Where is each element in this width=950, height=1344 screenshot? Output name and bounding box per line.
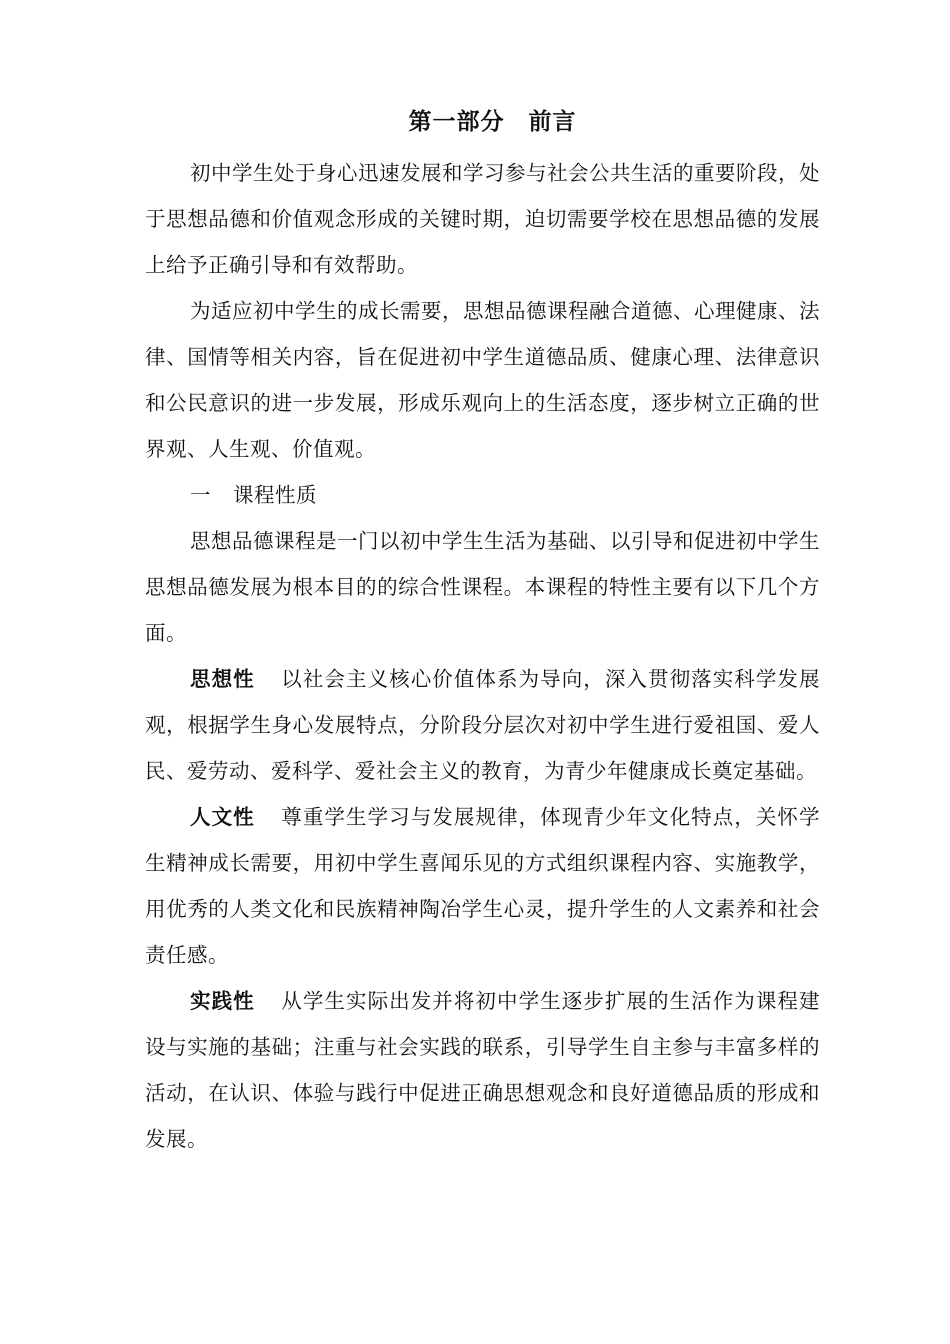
trait-paragraph-practical — [145, 978, 820, 1162]
trait-text: 以社会主义核心价值体系为导向，深入贯彻落实科学发展观，根据学生身心发展特点，分阶段分层次对初中学生进行爱祖国、爱人民、爱劳动、爱科学、爱社会主义的教育，为青少年健康成长奠定基础。 — [145, 667, 821, 783]
intro-paragraph-1: 初中学生处于身心迅速发展和学习参与社会公共生活的重要阶段，处于思想品德和价值观念形成的关键时期，迫切需要学校在思想品德的发展上给予正确引导和有效帮助。 — [145, 161, 820, 277]
trait-term: 实践性 — [190, 989, 255, 1013]
section-title: 课程性质 — [233, 483, 317, 507]
page-title: 第一部分 前言 — [408, 108, 577, 135]
section-number: 一 — [190, 483, 211, 507]
trait-paragraph-ideological — [145, 656, 820, 794]
section-intro-paragraph: 思想品德课程是一门以初中学生生活为基础、以引导和促进初中学生思想品德发展为根本目的的综合性课程。本课程的特性主要有以下几个方面。 — [145, 529, 820, 645]
trait-text: 尊重学生学习与发展规律，体现青少年文化特点，关怀学生精神成长需要，用初中学生喜闻乐见的方式组织课程内容、实施教学，用优秀的人类文化和民族精神陶冶学生心灵，提升学生的人文素养和社会责任感。 — [145, 805, 821, 967]
trait-text: 从学生实际出发并将初中学生逐步扩展的生活作为课程建设与实施的基础；注重与社会实践的联系，引导学生自主参与丰富多样的活动，在认识、体验与践行中促进正确思想观念和良好道德品质的形成和发展。 — [145, 989, 821, 1151]
trait-paragraph-humanistic — [145, 794, 820, 978]
section-heading — [145, 472, 820, 518]
intro-paragraph-2: 为适应初中学生的成长需要，思想品德课程融合道德、心理健康、法律、国情等相关内容，旨在促进初中学生道德品质、健康心理、法律意识和公民意识的进一步发展，形成乐观向上的生活态度，逐步树立正确的世界观、人生观、价值观。 — [145, 299, 820, 461]
trait-term: 人文性 — [190, 805, 255, 829]
trait-term: 思想性 — [190, 667, 255, 691]
